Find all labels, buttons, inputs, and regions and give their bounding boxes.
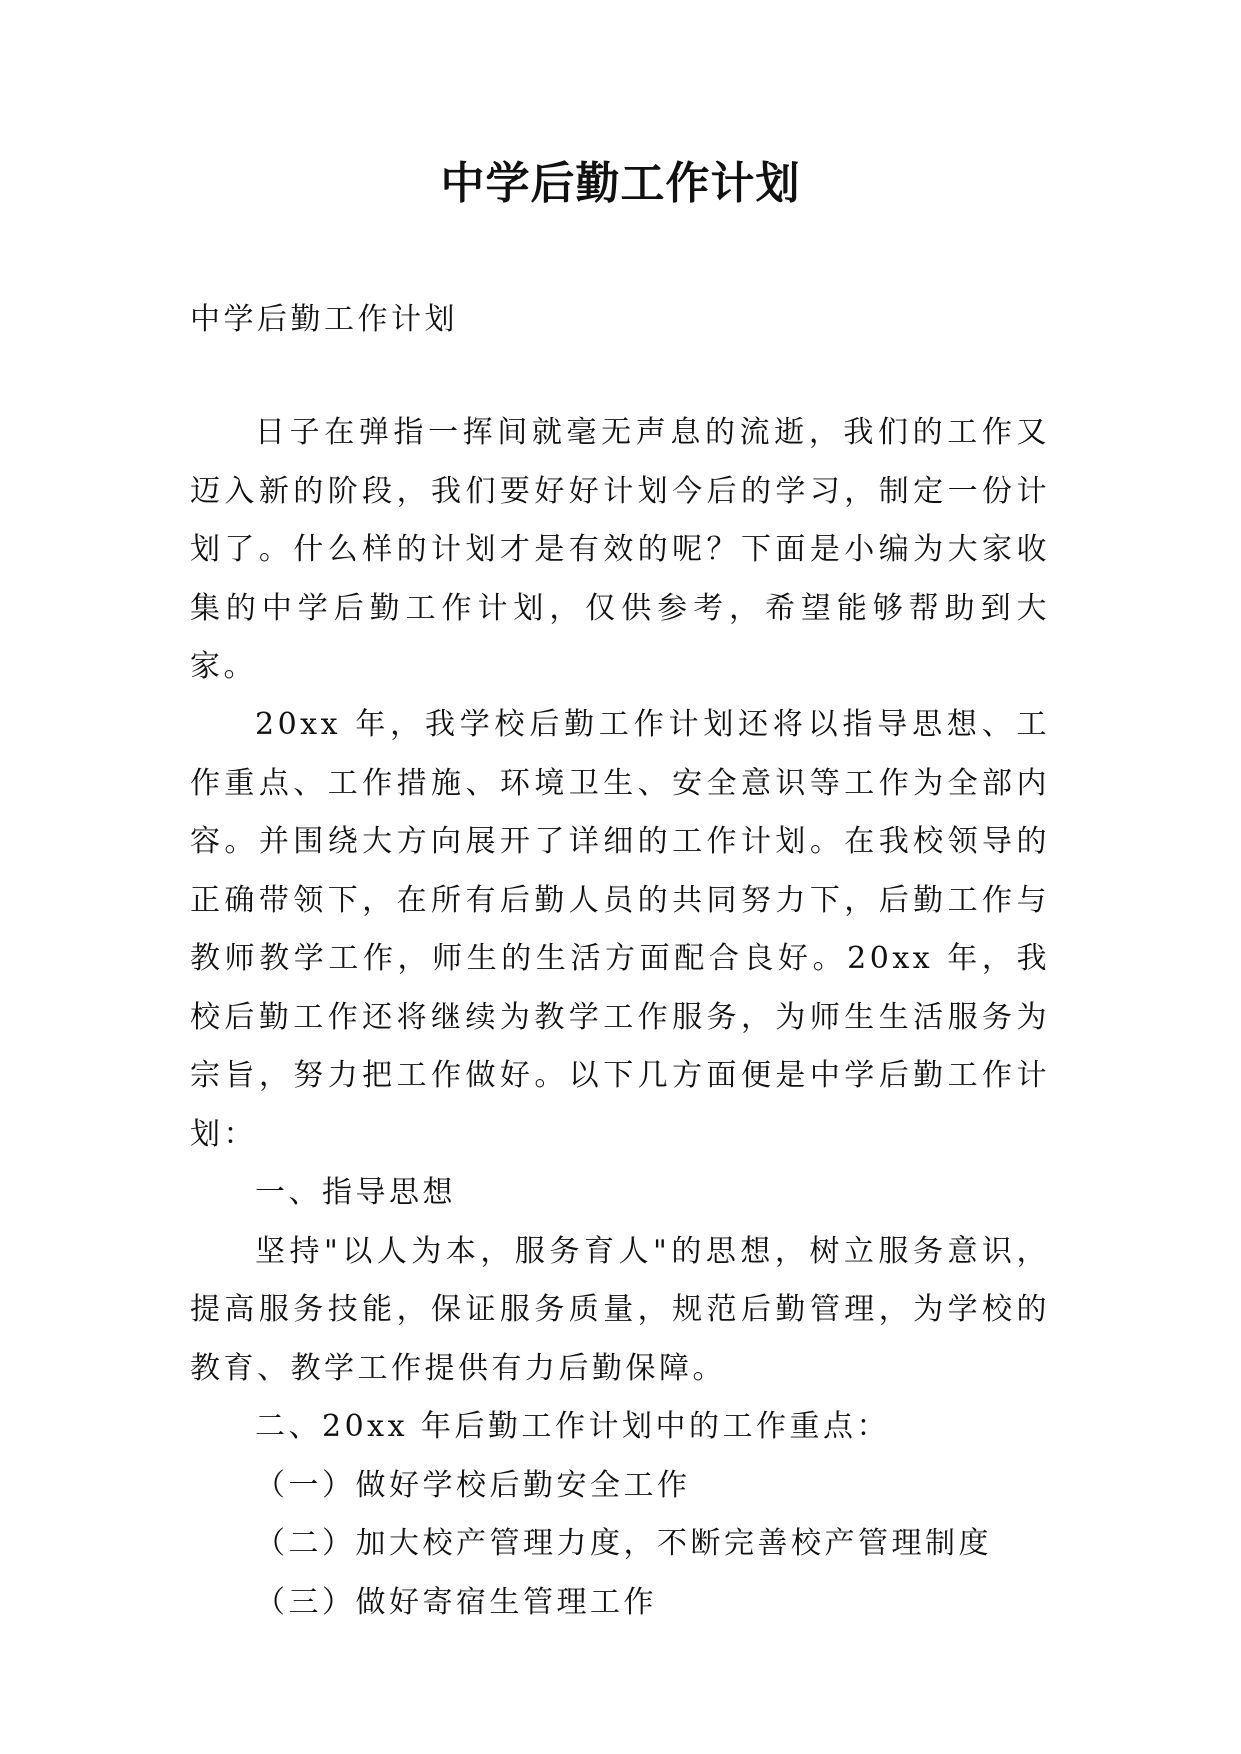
paragraph-overview: 20xx 年，我学校后勤工作计划还将以指导思想、工作重点、工作措施、环境卫生、安全意识等工作为全部内容。并围绕大方向展开了详细的工作计划。在我校领导的正确带领下，在所有后勤人员的共同努力下，后勤工作与教师教学工作，师生的生活方面配合良好。20xx 年，我校后勤工作还将继续为教学工作服务，为师生生活服务为宗旨，努力把工作做好。以下几方面便是中学后勤工作计划： <box>190 707 1050 1152</box>
intro-section <box>190 404 1050 697</box>
list-item-asset-management: （二）加大校产管理力度，不断完善校产管理制度 <box>255 1526 992 1561</box>
list-item-boarding-management: （三）做好寄宿生管理工作 <box>255 1584 657 1620</box>
main-content <box>190 696 1050 1632</box>
list-item-safety: （一）做好学校后勤安全工作 <box>255 1467 691 1503</box>
heading-work-focus: 二、20xx 年后勤工作计划中的工作重点： <box>255 1409 891 1444</box>
paragraph-guiding-thought: 坚持"以人为本，服务育人"的思想，树立服务意识，提高服务技能，保证服务质量，规范后勤管理，为学校的教育、教学工作提供有力后勤保障。 <box>190 1233 1050 1386</box>
intro-paragraph: 日子在弹指一挥间就毫无声息的流逝，我们的工作又迈入新的阶段，我们要好好计划今后的学习，制定一份计划了。什么样的计划才是有效的呢？下面是小编为大家收集的中学后勤工作计划，仅供参考，希望能够帮助到大家。 <box>190 415 1050 684</box>
document-title: 中学后勤工作计划 <box>440 158 801 209</box>
heading-guiding-thought: 一、指导思想 <box>255 1175 456 1210</box>
document-subtitle: 中学后勤工作计划 <box>190 302 458 337</box>
